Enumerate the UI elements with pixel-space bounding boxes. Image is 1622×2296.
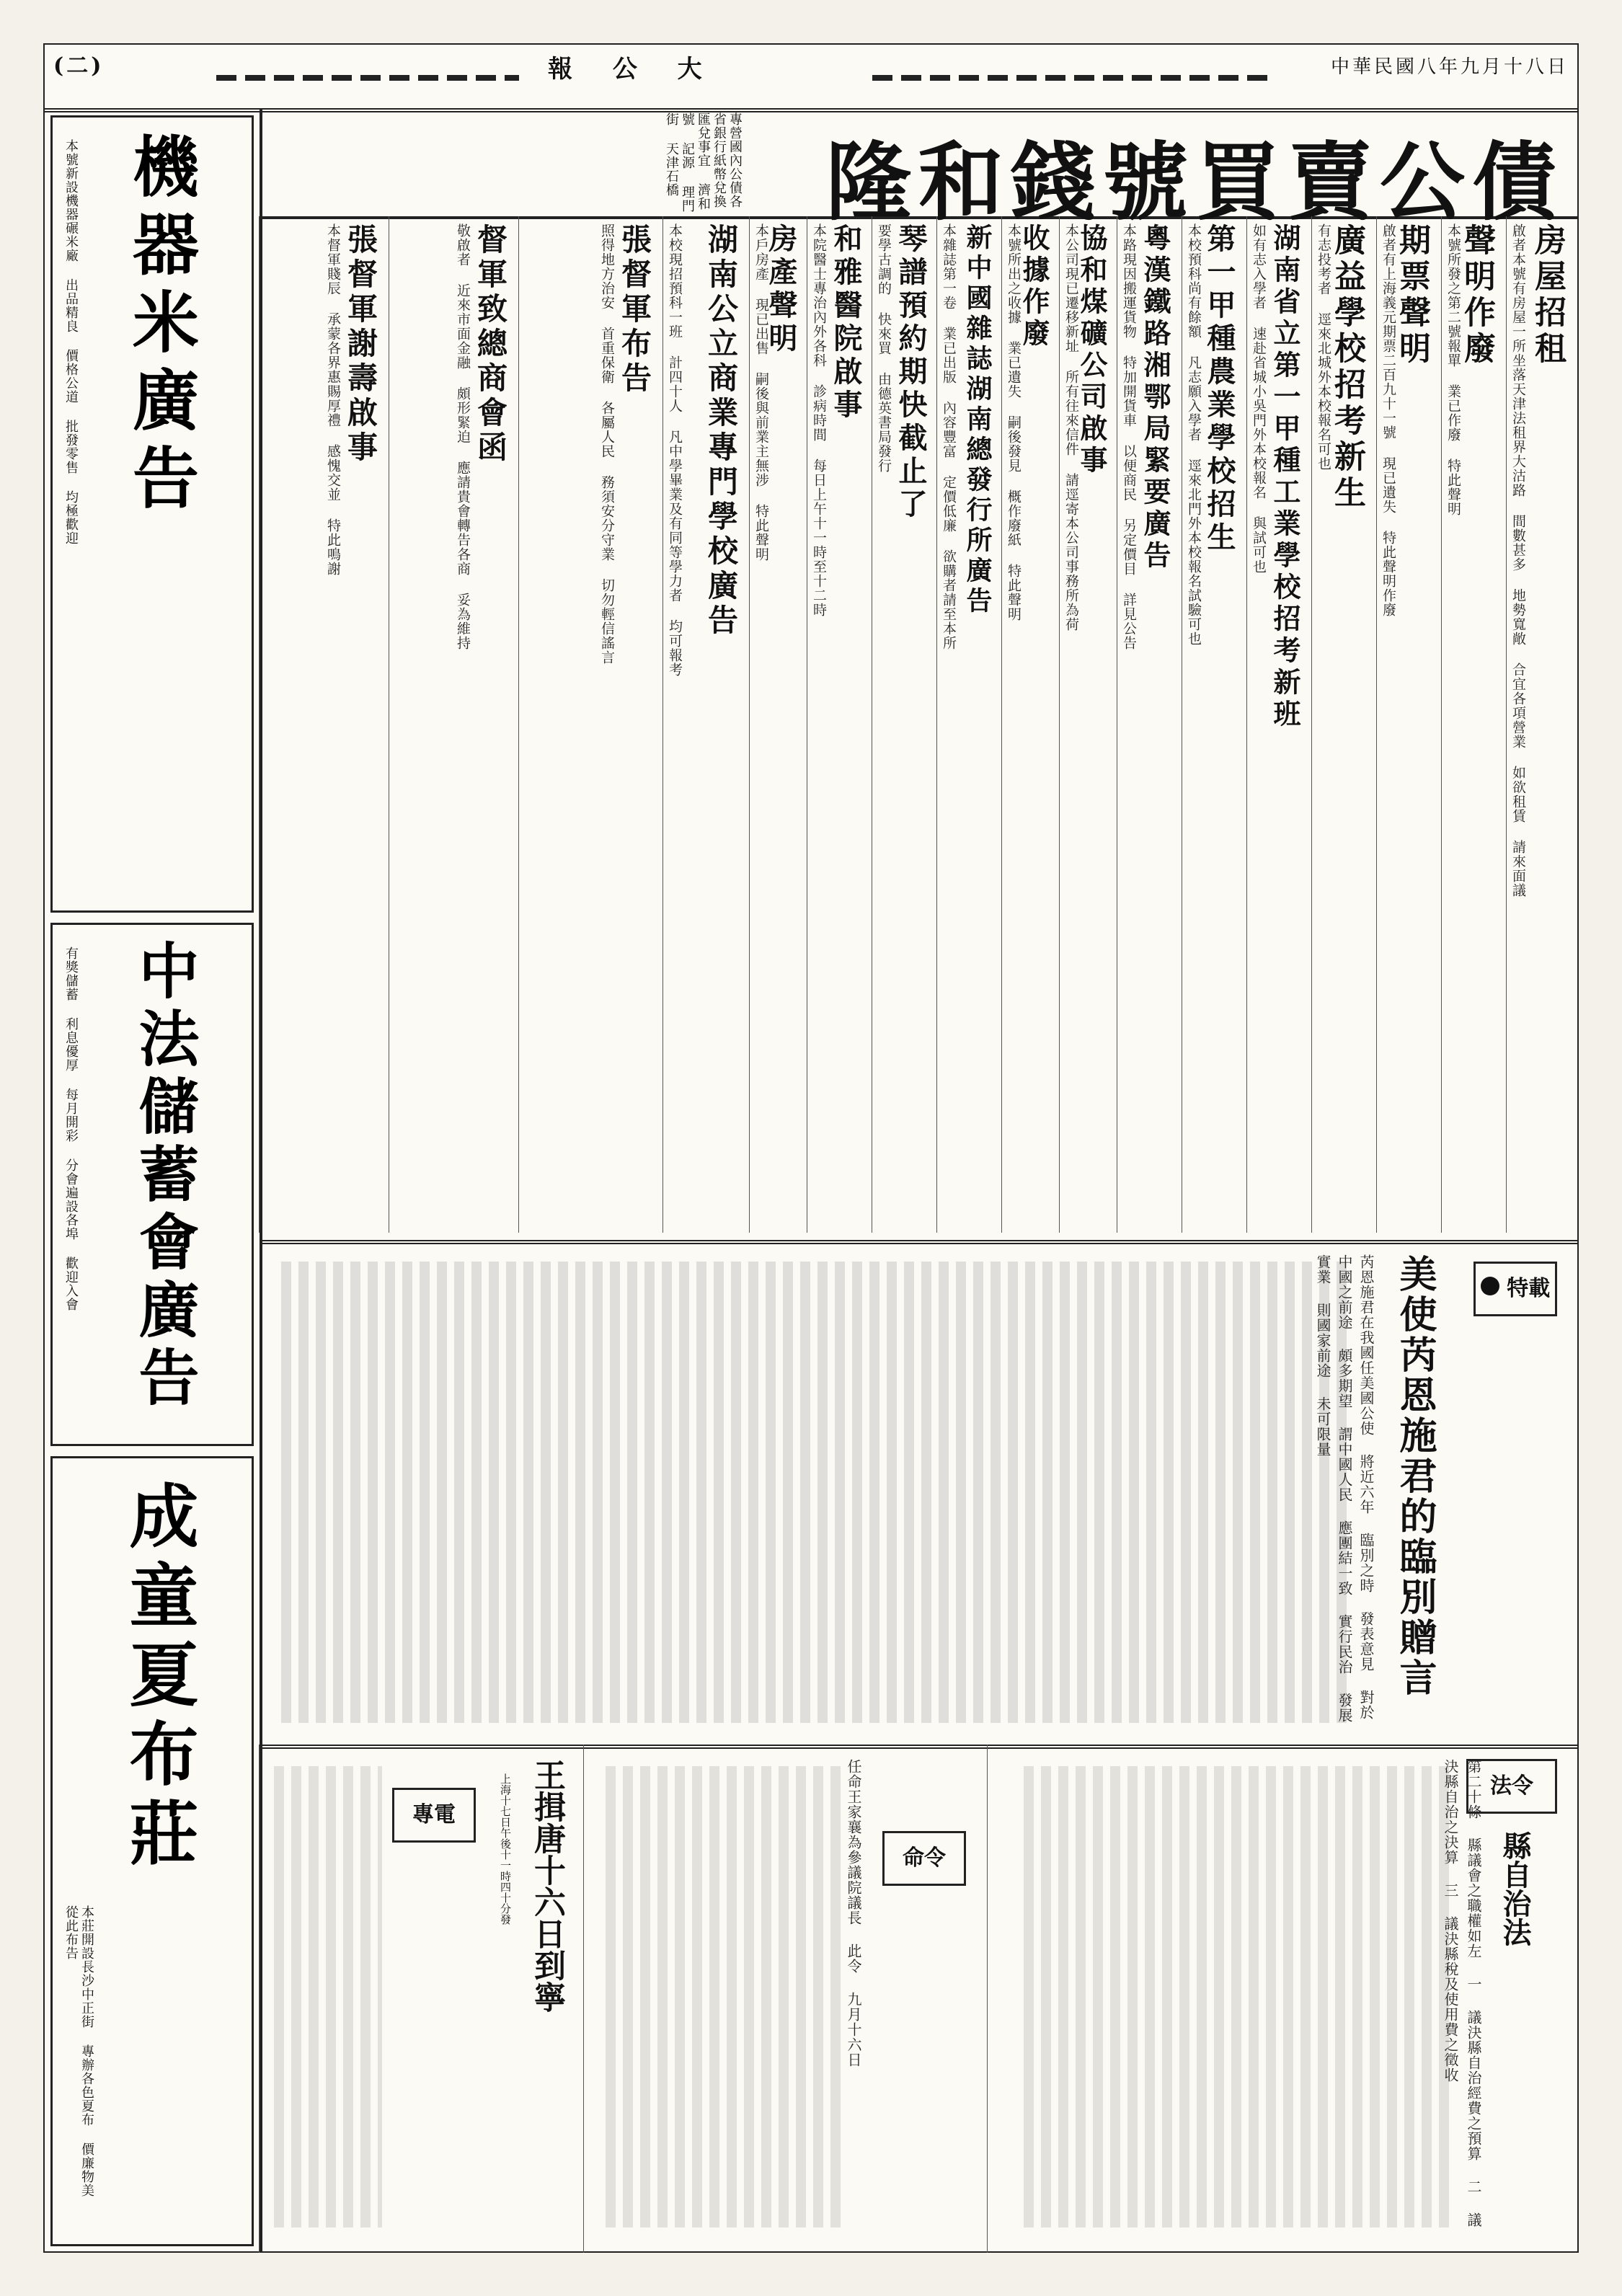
notice-body: 本路現因搬運貨物 特加開貨車 以便商民 另定價目 詳見公告	[1121, 223, 1137, 650]
classified-column	[518, 216, 663, 1233]
classified-column	[1506, 216, 1579, 1233]
ad-body: 本莊開設長沙中正街 專辦各色夏布 價廉物美 從此布告	[63, 1905, 94, 2197]
notice-body: 敬啟者 近來市面金融 頗形緊迫 應請貴會轉告各商 妥為維持	[455, 223, 471, 650]
text-texture	[281, 1262, 1348, 1723]
lower-section	[260, 1745, 1579, 2253]
notice-title: 湖南公立商業專門學校廣告	[704, 223, 739, 639]
law-body: 第二十條 縣議會之職權如左 一 議決縣自治經費之預算 二 議決縣自治之決算 三 議決縣稅及使用費之徵收	[1442, 1759, 1482, 2228]
ad-title: 成童夏布莊	[118, 1480, 200, 1876]
issue-date: 中華民國八年九月十八日	[1330, 56, 1569, 78]
banner-side-text: 專營國內公債各省銀行紙幣兌換匯兌事宜 濟和號 記源 理門街 天津石橋	[664, 112, 743, 213]
classified-column	[1001, 216, 1060, 1233]
notice-body: 如有志入學者 速赴省城小吳門外本校報名 與試可也	[1251, 223, 1267, 574]
orders-block	[583, 1745, 988, 2253]
notice-body: 啟者本號有房屋一所坐落天津法租界大沽路 間數甚多 地勢寬敞 合宜各項營業 如欲租賃 請來面議	[1510, 223, 1526, 897]
classified-column	[807, 216, 872, 1233]
notice-body: 本號所發之第二號報單 業已作廢 特此聲明	[1445, 223, 1461, 516]
classified-column	[749, 216, 807, 1233]
notice-body: 本公司現已遷移新址 所有往來信件 請逕寄本公司事務所為荷	[1063, 223, 1079, 631]
notice-title: 和雅醫院啟事	[829, 223, 863, 422]
classified-column	[872, 216, 937, 1233]
notice-title: 協和煤礦公司啟事	[1076, 223, 1108, 477]
ad-body: 有獎儲蓄 利息優厚 每月開彩 分會遍設各埠 歡迎入會	[63, 947, 79, 1311]
classified-column	[936, 216, 1002, 1233]
newspaper-page	[43, 43, 1579, 2253]
telegram-dateline: 上海十七日午後十一時四十分發	[499, 1773, 512, 1925]
ad-body: 本號新設機器碾米廠 出品精良 價格公道 批發零售 均極歡迎	[63, 139, 79, 545]
text-texture	[1024, 1766, 1456, 2228]
notice-title: 期票聲明	[1393, 223, 1430, 368]
special-body: 芮恩施君在我國任美國公使 將近六年 臨別之時 發表意見 對於中國之前途 頗多期望 謂中國人民 應團結一致 實行民治 發展實業 則國家前途 未可限量	[1314, 1254, 1375, 1723]
orders-label	[882, 1831, 966, 1886]
law-label-text: 法令	[1490, 1773, 1533, 1799]
left-ad-column	[43, 108, 262, 2253]
orders-body: 任命王家襄為參議院議長 此令 九月十六日	[845, 1759, 862, 2067]
classified-column	[1311, 216, 1377, 1233]
notice-body: 有志投考者 逕來北城外本校報名可也	[1316, 223, 1331, 471]
notice-title: 張督軍布告	[617, 223, 652, 396]
ad-title: 機器米廣告	[122, 132, 200, 521]
classified-column	[1246, 216, 1312, 1233]
notice-title: 廣益學校招考新生	[1329, 223, 1365, 512]
classified-column	[1376, 216, 1442, 1233]
text-texture	[606, 1766, 843, 2228]
telegram-block	[259, 1745, 584, 2253]
classified-column	[1117, 216, 1182, 1233]
law-block	[987, 1745, 1579, 2253]
classified-column	[259, 216, 389, 1233]
newspaper-name: 報 公 大	[548, 55, 718, 84]
masthead	[43, 43, 1579, 112]
notice-body: 本校預科尚有餘額 凡志願入學者 逕來北門外本校報名試驗可也	[1186, 223, 1202, 646]
special-headline: 美使芮恩施君的臨別贈言	[1393, 1254, 1437, 1698]
top-banner	[260, 108, 1579, 232]
notice-title: 新中國雜誌湖南總發行所廣告	[962, 223, 993, 617]
ad-sino-french-savings	[50, 923, 254, 1446]
special-label-text: 特載	[1507, 1276, 1551, 1301]
notice-title: 湖南省立第一甲種工業學校招考新班	[1269, 223, 1301, 731]
bullet-icon	[1481, 1277, 1499, 1295]
notice-title: 第一甲種農業學校招生	[1202, 223, 1236, 555]
classified-section	[260, 216, 1579, 1244]
notice-body: 本院醫士專治內外各科 診病時間 每日上午十一時至十二時	[811, 223, 827, 617]
notice-title: 督軍致總商會函	[473, 223, 508, 466]
notice-body: 啟者有上海義元期票二百九十一號 現已遺失 特此聲明作廢	[1381, 223, 1396, 617]
law-headline: 縣自治法	[1498, 1831, 1532, 1946]
notice-body: 本雜誌第一卷 業已出版 內容豐富 定價低廉 欲購者請至本所	[941, 223, 957, 650]
ad-title: 中法儲蓄會廣告	[129, 939, 200, 1414]
notice-body: 本戶房產 現已出售 嗣後與前業主無涉 特此聲明	[753, 223, 769, 562]
classified-column	[662, 216, 750, 1233]
notice-title: 房產聲明	[764, 223, 798, 356]
notice-title: 粵漢鐵路湘鄂局緊要廣告	[1139, 223, 1171, 572]
notice-body: 本校現招預科一班 計四十人 凡中學畢業及有同等學力者 均可報考	[667, 223, 683, 677]
telegram-headline: 王揖唐十六日到寧	[528, 1759, 565, 2013]
special-feature-section	[260, 1240, 1579, 1749]
ad-machine-rice	[50, 115, 254, 913]
notice-title: 張督軍謝壽啟事	[343, 223, 378, 466]
notice-title: 聲明作廢	[1458, 223, 1495, 368]
notice-body: 照得地方治安 首重保衛 各屬人民 務須安分守業 切勿輕信謠言	[599, 223, 615, 665]
banner-title: 隆和錢號買賣公債	[825, 133, 1564, 232]
text-texture	[274, 1766, 382, 2228]
page-number: (二)	[53, 53, 105, 79]
orders-label-text: 命令	[903, 1845, 946, 1871]
classified-column	[1059, 216, 1117, 1233]
notice-body: 本督軍賤辰 承蒙各界惠賜厚禮 感愧交並 特此鳴謝	[325, 223, 341, 576]
notice-title: 收據作廢	[1018, 223, 1050, 350]
notice-title: 琴譜預約期快截止了	[894, 223, 928, 522]
classified-column	[389, 216, 519, 1233]
masthead-rule-left	[216, 75, 519, 81]
notice-body: 本號所出之收據 業已遺失 嗣後發見 概作廢紙 特此聲明	[1006, 223, 1021, 621]
classified-column	[1441, 216, 1507, 1233]
special-label	[1473, 1262, 1557, 1316]
notice-body: 要學古調的 快來買 由德英書局發行	[876, 223, 892, 473]
classified-column	[1182, 216, 1247, 1233]
notice-title: 房屋招租	[1529, 223, 1566, 368]
telegram-label	[392, 1788, 476, 1843]
ad-summer-cloth-shop	[50, 1456, 254, 2246]
telegram-label-text: 專電	[412, 1802, 456, 1827]
masthead-rule-right	[872, 75, 1276, 81]
